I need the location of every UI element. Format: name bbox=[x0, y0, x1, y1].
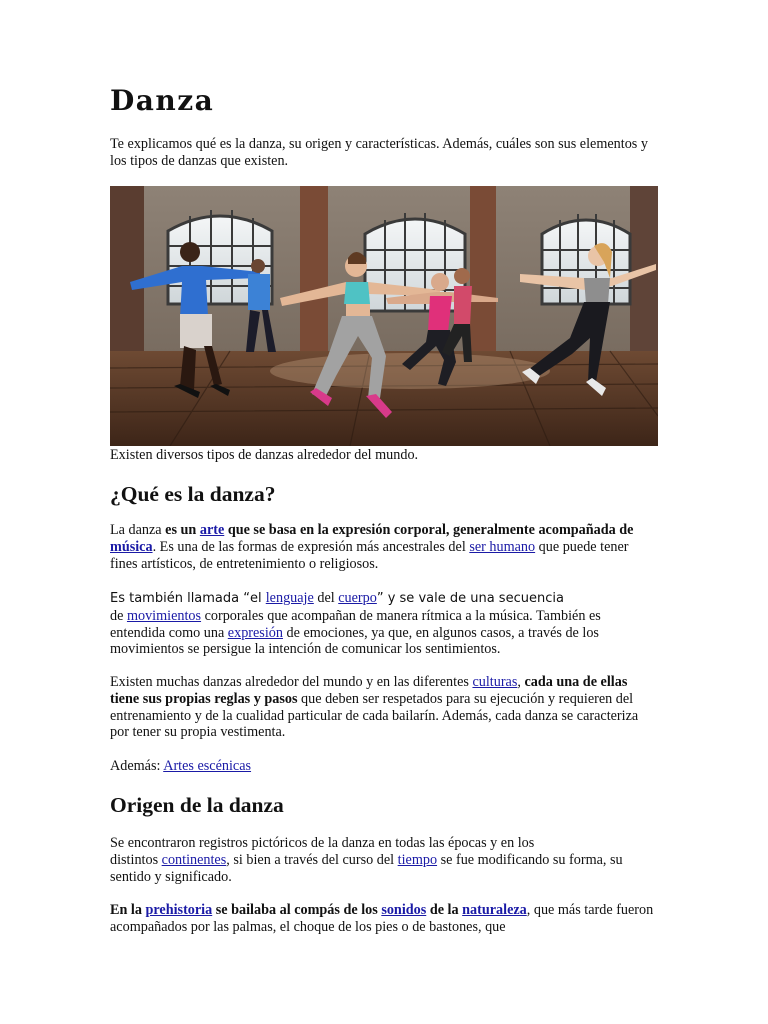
link-tiempo[interactable]: tiempo bbox=[397, 851, 438, 868]
link-naturaleza[interactable]: naturaleza bbox=[462, 902, 527, 918]
link-artes-escenicas[interactable]: Artes escénicas bbox=[163, 758, 252, 774]
bold-run: es un bbox=[165, 522, 200, 538]
text-run: de emociones, ya que, en algunos casos, a través de los movimientos se persigue la intención de comunicar los sentimientos. bbox=[110, 624, 599, 658]
image-caption: Existen diversos tipos de danzas alrededor del mundo. bbox=[110, 447, 419, 463]
text-run: . Es una de las formas de expresión más ancestrales del bbox=[152, 538, 470, 555]
text-run: Se encontraron registros pictóricos de la danza en todas las épocas y en los bbox=[110, 835, 535, 851]
link-musica[interactable]: música bbox=[110, 538, 153, 555]
link-lenguaje[interactable]: lenguaje bbox=[265, 590, 314, 606]
link-continentes[interactable]: continentes bbox=[161, 851, 227, 868]
bold-run: de la bbox=[426, 902, 463, 918]
text-run: que puede tener fines artísticos, de entretenimiento o religiosos. bbox=[110, 538, 629, 572]
page-title: Danza bbox=[110, 84, 215, 117]
text-run: , bbox=[517, 674, 525, 690]
intro-paragraph: Te explicamos qué es la danza, su origen y características. Además, cuáles son sus elementos y los tipos de danzas que existen. bbox=[110, 136, 648, 169]
paragraph-ademas bbox=[110, 758, 658, 775]
section-heading-que-es: ¿Qué es la danza? bbox=[110, 482, 276, 506]
link-culturas[interactable]: culturas bbox=[472, 674, 518, 690]
text-run: , que más tarde fueron acompañados por las palmas, el choque de los pies o de bastones, que bbox=[110, 902, 654, 935]
link-prehistoria[interactable]: prehistoria bbox=[145, 902, 213, 918]
text-run: , si bien a través del curso del bbox=[226, 851, 398, 868]
bold-run: que se basa en la expresión corporal, generalmente acompañada de bbox=[224, 522, 634, 538]
bold-run: En la bbox=[110, 902, 146, 918]
paragraph-lenguaje bbox=[110, 590, 658, 658]
link-arte[interactable]: arte bbox=[199, 522, 225, 538]
link-cuerpo[interactable]: cuerpo bbox=[338, 590, 377, 606]
dance-class-photo bbox=[110, 186, 658, 446]
text-run: Es también llamada “el bbox=[110, 591, 266, 606]
text-run: distintos bbox=[110, 851, 162, 868]
text-run: se fue modificando su forma, su sentido y significado. bbox=[110, 851, 623, 885]
bold-run: cada una de ellas tiene sus propias reglas y pasos bbox=[110, 674, 628, 707]
link-ser-humano[interactable]: ser humano bbox=[469, 538, 536, 555]
dance-photo-illustration bbox=[110, 186, 658, 446]
link-movimientos[interactable]: movimientos bbox=[126, 607, 202, 624]
paragraph-prehistoria bbox=[110, 902, 658, 936]
paragraph-registros bbox=[110, 835, 658, 885]
text-run: de bbox=[110, 607, 127, 624]
paragraph-culturas bbox=[110, 674, 658, 741]
link-expresion[interactable]: expresión bbox=[227, 624, 283, 641]
text-run: ” y se vale de una secuencia bbox=[376, 591, 564, 606]
paragraph-definition bbox=[110, 522, 658, 572]
text-run: del bbox=[313, 590, 339, 606]
link-sonidos[interactable]: sonidos bbox=[381, 902, 427, 918]
text-run: Además: bbox=[110, 758, 164, 774]
bold-run: se bailaba al compás de los bbox=[212, 902, 382, 918]
text-run: corporales que acompañan de manera rítmica a la música. También es entendida como una bbox=[110, 607, 601, 641]
section-heading-origen: Origen de la danza bbox=[110, 793, 284, 817]
text-run: Existen muchas danzas alrededor del mundo y en las diferentes bbox=[110, 674, 473, 690]
text-run: que deben ser respetados para su ejecución y requieren del entrenamiento y de la cualidad particular de cada bailarín. Además, cada danza se caracteriza por tener su propia vestimenta. bbox=[110, 690, 639, 741]
text-run: La danza bbox=[110, 522, 166, 538]
